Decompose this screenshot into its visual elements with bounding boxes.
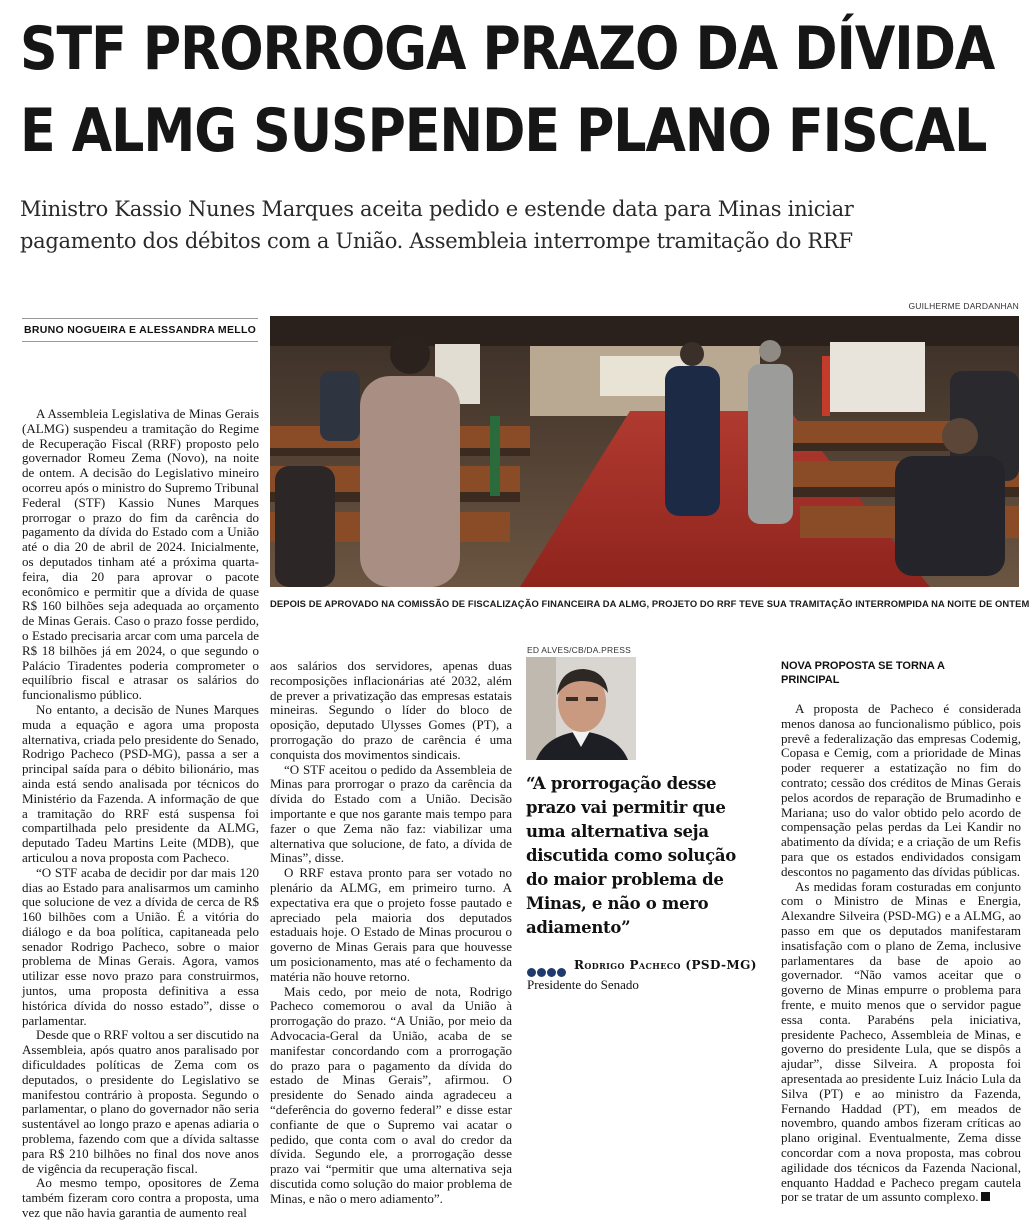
byline: BRUNO NOGUEIRA E ALESSANDRA MELLO xyxy=(22,318,258,342)
subhead-line-2: pagamento dos débitos com a União. Assembleia interrompe tramitação do RRF xyxy=(20,229,853,253)
pull-quote: “A prorrogação desse prazo vai permitir que uma alternativa seja discutida como solução do maior problema de Minas, e não o mero adiamento” xyxy=(526,774,736,937)
paragraph-text: As medidas foram costuradas em conjunto com o Ministro de Minas e Energia, Alexandre Silveira (PSD-MG) e a ALMG, ao passo em que os deputados manifestaram insatisfação com o plano de Zema, inclusive parlamentares da base de apoio ao governador. “Não vamos aceitar que o governo de Minas empurre o problema para frente, e muito menos que o servidor pague essa conta. Parabéns pela iniciativa, presidente Pacheco, Assembleia de Minas, e governo do presidente Lula, que se dispôs a ajudar”, disse Silveira. A proposta foi apresentada ao presidente Luiz Inácio Lula da Silva (PT) e ao ministro da Fazenda, Fernando Haddad (PT), em meados de novembro, quando ambos fizeram críticas ao plano original. Eventualmente, Zema disse concordar com a nova proposta, mas cobrou agilidade dos técnicos da Fazenda Nacional, enquanto Haddad e Pacheco pregam cautela por se tratar de um assunto complexo. xyxy=(781,878,1021,1205)
end-mark xyxy=(981,1192,990,1201)
portrait-image xyxy=(526,657,636,760)
assembly-plenary-image xyxy=(270,316,1019,587)
paragraph xyxy=(781,880,1021,1206)
subhead-line-1: Ministro Kassio Nunes Marques aceita pedido e estende data para Minas iniciar xyxy=(20,197,854,221)
paragraph: “O STF acaba de decidir por dar mais 120 dias ao Estado para analisarmos um caminho que solucione de vez a dívida de cerca de R$ 160 bilhões com a União. É a vitória do diálogo e da boa política, capitaneada pelo senador Rodrigo Pacheco, sobre o maior problema de Minas Gerais. Agora, vamos utilizar esse novo prazo para construirmos, juntos, uma proposta definitiva a essa histórica dívida do nosso estado”, disse o parlamentar. xyxy=(22,864,259,1028)
paragraph: “O STF aceitou o pedido da Assembleia de Minas para prorrogar o prazo da carência da dívida do Estado com a União. Decisão importante e que nos garante mais tempo para fazer o que Zema não faz: viabilizar uma alternativa que solucione, de fato, a dívida de Minas”, disse. xyxy=(270,761,512,866)
article-column-4 xyxy=(781,702,1021,1205)
quote-author: Rodrigo Pacheco (PSD-MG) xyxy=(574,958,757,972)
paragraph: No entanto, a decisão de Nunes Marques muda a equação e agora uma proposta alternativa, criada pelo presidente do Senado, Rodrigo Pacheco (PSD-MG), passa a ser a principal saída para o débito bilionário, mas ainda está sendo analisada por técnicos do Ministério da Fazenda. A informação de que a tramitação do RRF está suspensa foi compartilhada pelo presidente da ALMG, deputado Tadeu Martins Leite (MDB), que articulou a nova proposta com Pacheco. xyxy=(22,701,259,865)
paragraph: O RRF estava pronto para ser votado no plenário da ALMG, em primeiro turno. A expectativa era que o projeto fosse pautado e apreciado pela maioria dos deputados estaduais hoje. O Estado de Minas procurou o governo de Minas Gerais para que houvesse um posicionamento, mas até o fechamento da matéria não houve retorno. xyxy=(270,865,512,984)
paragraph: A Assembleia Legislativa de Minas Gerais (ALMG) suspendeu a tramitação do Regime de Recuperação Fiscal (RRF) proposto pelo governador Romeu Zema (Novo), na noite de ontem. A decisão do Legislativo mineiro ocorreu após o ministro do Supremo Tribunal Federal (STF) Kassio Nunes Marques prorrogar o prazo do fim da carência do pagamento da dívida do Estado com a União até o dia 20 de abril de 2024. Inicialmente, os deputados tinham até a próxima quarta-feira, dia 20 para aprovar o pacote econômico e permitir que a dívida de quase R$ 160 bilhões seja adequada ao orçamento de Minas Gerais. Caso o prazo fosse perdido, o Estado precisaria arcar com uma parcela de R$ 18 bilhões já em 2024, o que segundo o Palácio Tiradentes poderia comprometer o equilíbrio fiscal e atrasar os salários do funcionalismo público. xyxy=(22,406,259,703)
headline-line-1: STF PRORROGA PRAZO DA DÍVIDA xyxy=(20,14,995,84)
paragraph: Mais cedo, por meio de nota, Rodrigo Pacheco comemorou o aval da União à prorrogação do prazo. “A União, por meio da Advocacia-Geral da União, acaba de se manifestar concordando com a prorrogação do prazo para o pagamento da dívida do estado de Minas Gerais”, afirmou. O presidente do Senado ainda agradeceu a “deferência do governo federal” e disse estar confiante de que o Supremo vai acatar o pedido, que conta com o aval do credor da dívida. Segundo ele, a prorrogação desse prazo vai “permitir que uma alternativa seja discutida como solução do maior problema de Minas, e não o mero adiamento”. xyxy=(270,983,512,1206)
paragraph: A proposta de Pacheco é considerada menos danosa ao funcionalismo público, pois prevê a federalização das empresas Codemig, Copasa e Cemig, com a prioridade de Minas poder requerer a estatização no fim do contrato; cessão dos créditos de Minas Gerais pelos acordos de reparação de Brumadinho e Mariana; uso do valor obtido pelo acordo de compensação pelas perdas da Lei Kandir no abatimento da dívida; e a criação de um Refis para que os estados endividados consigam descontos no pagamento das dívidas públicas. xyxy=(781,701,1021,879)
subhead xyxy=(20,193,1020,257)
main-photo xyxy=(270,316,1019,587)
portrait-photo xyxy=(526,657,636,760)
article-column-1 xyxy=(22,407,259,1221)
paragraph: Desde que o RRF voltou a ser discutido na Assembleia, após quatro anos paralisado por dificuldades políticas de Zema com os deputados, o presidente do Legislativo se manifestou contrário à proposta. Segundo o parlamentar, o plano do governador não seria sustentável ao longo prazo e apenas adiaria o problema, fazendo com que a dívida saltasse para R$ 210 bilhões no final dos nove anos de vigência da recuperação fiscal. xyxy=(22,1027,259,1176)
photo-caption: DEPOIS DE APROVADO NA COMISSÃO DE FISCALIZAÇÃO FINANCEIRA DA ALMG, PROJETO DO RRF TEVE SUA TRAMITAÇÃO INTERROMPIDA NA NOITE DE ONTEM xyxy=(270,598,1030,609)
quote-author-title: Presidente do Senado xyxy=(527,977,639,992)
portrait-credit: ED ALVES/CB/DA.PRESS xyxy=(527,645,631,655)
paragraph: Ao mesmo tempo, opositores de Zema também fizeram coro contra a proposta, uma vez que não havia garantia de aumento real xyxy=(22,1175,259,1221)
headline-line-2: E ALMG SUSPENDE PLANO FISCAL xyxy=(20,96,987,166)
headline xyxy=(20,8,995,172)
article-column-2 xyxy=(270,659,512,1206)
photo-credit: GUILHERME DARDANHAN xyxy=(908,301,1019,311)
section-subtitle: NOVA PROPOSTA SE TORNA A PRINCIPAL xyxy=(781,660,945,686)
paragraph: aos salários dos servidores, apenas duas recomposições inflacionárias até 2032, além de prever a privatização das empresas estatais mineiras. Segundo o líder do bloco de oposição, deputado Ulysses Gomes (PT), a prorrogação do prazo de carência é uma conquista dos movimentos sindicais. xyxy=(270,658,512,762)
